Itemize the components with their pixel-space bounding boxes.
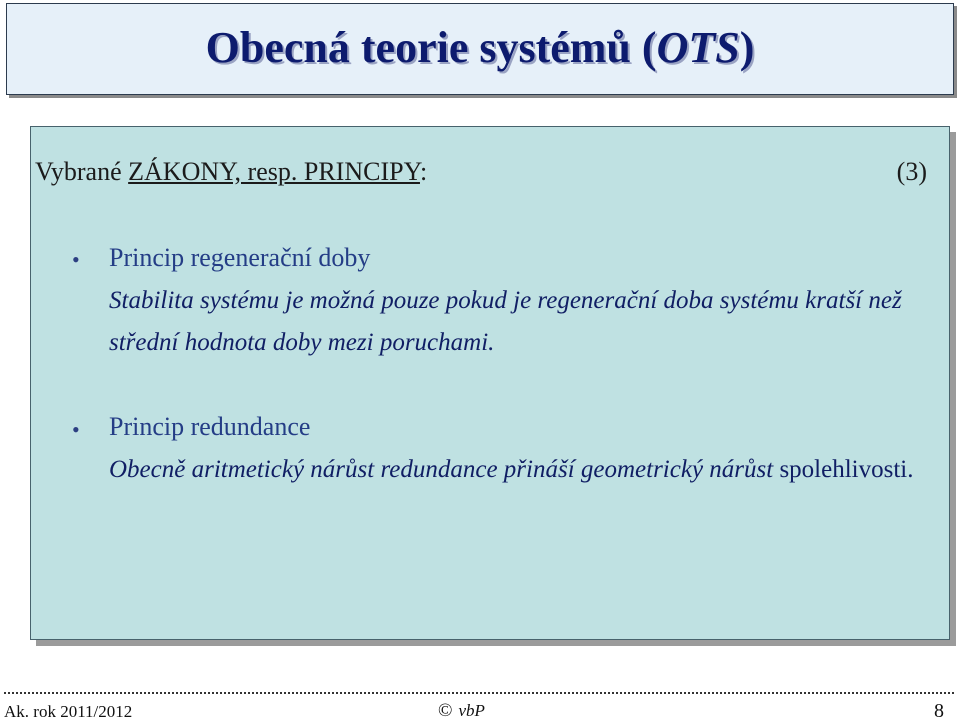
principle-text-end: spolehlivosti. xyxy=(779,456,914,483)
footer-author xyxy=(438,700,485,722)
heading-prefix: Vybrané xyxy=(35,157,129,186)
content-box xyxy=(30,126,950,640)
principle-title: Princip redundance xyxy=(109,412,311,441)
title-main: Obecná teorie systémů ( xyxy=(205,23,657,72)
title-abbr: OTS xyxy=(656,23,740,72)
principle-text xyxy=(109,449,945,491)
bullet-icon: • xyxy=(72,247,80,272)
principle-text: Stabilita systému je možná pouze pokud je regenerační doba systému kratší než střední hodnota doby mezi poruchami. xyxy=(109,287,902,356)
footer-divider xyxy=(4,692,954,694)
copyright-icon: © xyxy=(438,700,453,721)
title-close: ) xyxy=(739,23,755,72)
author-initials: vbP xyxy=(458,701,485,720)
principle-title: Princip regenerační doby xyxy=(109,243,371,272)
section-heading xyxy=(35,157,427,187)
title-box xyxy=(6,3,954,95)
heading-colon: : xyxy=(419,157,428,186)
principle-text-main: Obecně aritmetický nárůst redundance přináší geometrický nárůst xyxy=(109,456,780,483)
slide-title xyxy=(7,22,953,73)
heading-underlined: ZÁKONY, resp. PRINCIPY xyxy=(128,157,420,186)
page-number: 8 xyxy=(934,700,944,722)
footer-year: Ak. rok 2011/2012 xyxy=(4,702,133,721)
bullet-icon: • xyxy=(72,417,80,442)
slide-number: (3) xyxy=(896,157,927,186)
